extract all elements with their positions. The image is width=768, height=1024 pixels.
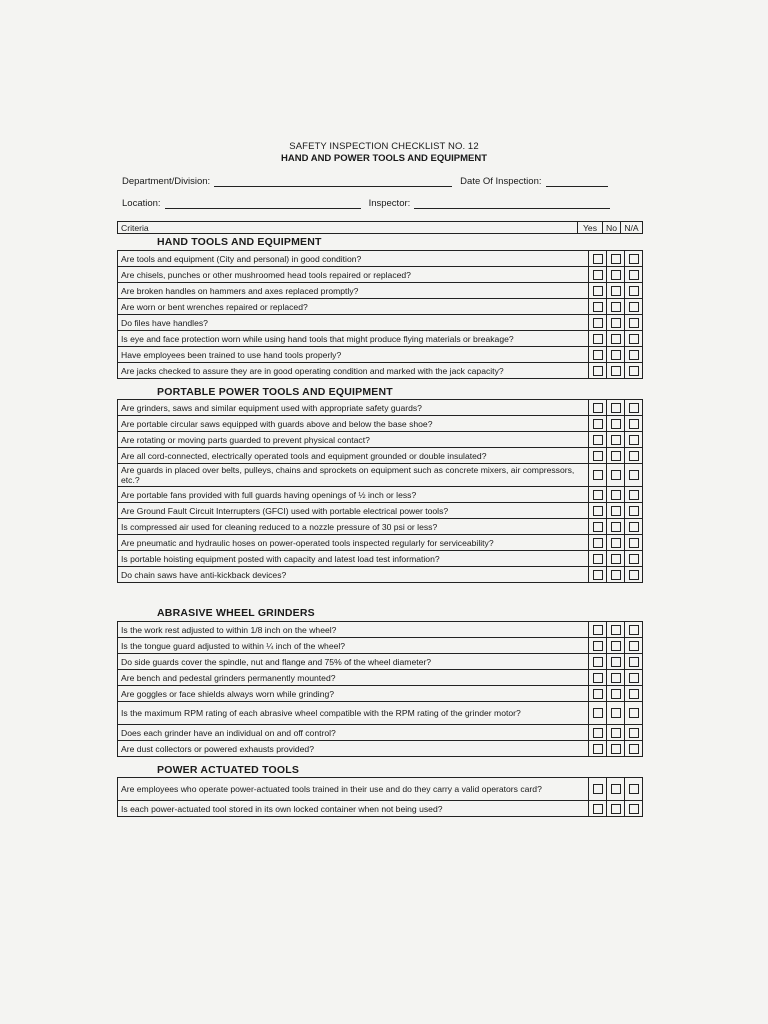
no-checkbox[interactable] — [611, 286, 621, 296]
yes-cell — [589, 432, 607, 448]
yes-cell — [589, 567, 607, 583]
yes-checkbox[interactable] — [593, 728, 603, 738]
no-cell — [607, 347, 625, 363]
no-checkbox[interactable] — [611, 270, 621, 280]
na-checkbox[interactable] — [629, 728, 639, 738]
yes-checkbox[interactable] — [593, 302, 603, 312]
na-checkbox[interactable] — [629, 689, 639, 699]
no-checkbox[interactable] — [611, 350, 621, 360]
yes-checkbox[interactable] — [593, 657, 603, 667]
na-checkbox[interactable] — [629, 506, 639, 516]
table-row — [118, 487, 643, 503]
na-checkbox[interactable] — [629, 403, 639, 413]
na-cell — [625, 741, 643, 757]
no-cell — [607, 686, 625, 702]
na-checkbox[interactable] — [629, 451, 639, 461]
no-cell — [607, 638, 625, 654]
no-checkbox[interactable] — [611, 254, 621, 264]
criteria-text: Are broken handles on hammers and axes replaced promptly? — [118, 283, 589, 299]
location-field[interactable] — [165, 198, 361, 209]
na-checkbox[interactable] — [629, 334, 639, 344]
no-cell — [607, 331, 625, 347]
yes-checkbox[interactable] — [593, 334, 603, 344]
no-checkbox[interactable] — [611, 554, 621, 564]
yes-checkbox[interactable] — [593, 435, 603, 445]
na-checkbox[interactable] — [629, 554, 639, 564]
na-checkbox[interactable] — [629, 570, 639, 580]
table-row — [118, 654, 643, 670]
section-title: HAND TOOLS AND EQUIPMENT — [157, 236, 322, 248]
yes-checkbox[interactable] — [593, 470, 603, 480]
criteria-text: Does each grinder have an individual on and off control? — [118, 725, 589, 741]
no-cell — [607, 487, 625, 503]
table-row — [118, 778, 643, 801]
na-cell — [625, 801, 643, 817]
no-checkbox[interactable] — [611, 506, 621, 516]
no-checkbox[interactable] — [611, 451, 621, 461]
checklist-table — [117, 399, 643, 583]
no-checkbox[interactable] — [611, 625, 621, 635]
table-row — [118, 363, 643, 379]
na-cell — [625, 432, 643, 448]
yes-cell — [589, 251, 607, 267]
na-cell — [625, 347, 643, 363]
no-cell — [607, 622, 625, 638]
na-checkbox[interactable] — [629, 490, 639, 500]
yes-cell — [589, 331, 607, 347]
na-cell — [625, 670, 643, 686]
yes-cell — [589, 519, 607, 535]
yes-cell — [589, 551, 607, 567]
yes-cell — [589, 267, 607, 283]
na-cell — [625, 400, 643, 416]
yes-cell — [589, 448, 607, 464]
criteria-text: Are portable circular saws equipped with guards above and below the base shoe? — [118, 416, 589, 432]
na-checkbox[interactable] — [629, 470, 639, 480]
checklist-title: SAFETY INSPECTION CHECKLIST NO. 12 — [289, 141, 479, 152]
yes-cell — [589, 315, 607, 331]
na-cell — [625, 251, 643, 267]
location-label: Location: — [122, 198, 161, 209]
na-checkbox[interactable] — [629, 673, 639, 683]
na-checkbox[interactable] — [629, 435, 639, 445]
no-checkbox[interactable] — [611, 689, 621, 699]
yes-header: Yes — [578, 222, 603, 234]
table-row — [118, 670, 643, 686]
table-row — [118, 267, 643, 283]
inspector-label: Inspector: — [368, 198, 411, 209]
no-header: No — [603, 222, 621, 234]
criteria-text: Are worn or bent wrenches repaired or replaced? — [118, 299, 589, 315]
no-checkbox[interactable] — [611, 435, 621, 445]
criteria-text: Are grinders, saws and similar equipment used with appropriate safety guards? — [118, 400, 589, 416]
yes-checkbox[interactable] — [593, 350, 603, 360]
na-checkbox[interactable] — [629, 254, 639, 264]
no-cell — [607, 519, 625, 535]
no-cell — [607, 251, 625, 267]
table-row — [118, 448, 643, 464]
no-cell — [607, 315, 625, 331]
table-row — [118, 801, 643, 817]
no-cell — [607, 702, 625, 725]
no-checkbox[interactable] — [611, 744, 621, 754]
criteria-text: Are pneumatic and hydraulic hoses on power-operated tools inspected regularly for serviceability? — [118, 535, 589, 551]
no-cell — [607, 363, 625, 379]
yes-checkbox[interactable] — [593, 490, 603, 500]
criteria-text: Are jacks checked to assure they are in good operating condition and marked with the jack capacity? — [118, 363, 589, 379]
section-title: PORTABLE POWER TOOLS AND EQUIPMENT — [157, 386, 393, 398]
table-row — [118, 416, 643, 432]
yes-checkbox[interactable] — [593, 708, 603, 718]
no-cell — [607, 741, 625, 757]
na-cell — [625, 416, 643, 432]
table-row — [118, 251, 643, 267]
na-checkbox[interactable] — [629, 744, 639, 754]
checklist-table — [117, 250, 643, 379]
column-header — [117, 221, 643, 234]
na-checkbox[interactable] — [629, 522, 639, 532]
no-cell — [607, 503, 625, 519]
no-cell — [607, 400, 625, 416]
no-checkbox[interactable] — [611, 657, 621, 667]
table-row — [118, 725, 643, 741]
yes-cell — [589, 670, 607, 686]
criteria-text: Have employees been trained to use hand tools properly? — [118, 347, 589, 363]
na-checkbox[interactable] — [629, 419, 639, 429]
no-cell — [607, 267, 625, 283]
yes-checkbox[interactable] — [593, 506, 603, 516]
no-cell — [607, 283, 625, 299]
yes-cell — [589, 487, 607, 503]
na-header: N/A — [621, 222, 643, 234]
table-row — [118, 567, 643, 583]
yes-cell — [589, 283, 607, 299]
na-checkbox[interactable] — [629, 804, 639, 814]
criteria-text: Are tools and equipment (City and personal) in good condition? — [118, 251, 589, 267]
table-row — [118, 299, 643, 315]
yes-checkbox[interactable] — [593, 538, 603, 548]
criteria-text: Are goggles or face shields always worn while grinding? — [118, 686, 589, 702]
no-cell — [607, 567, 625, 583]
no-cell — [607, 448, 625, 464]
na-cell — [625, 654, 643, 670]
no-cell — [607, 801, 625, 817]
department-row — [122, 176, 616, 187]
yes-checkbox[interactable] — [593, 254, 603, 264]
yes-checkbox[interactable] — [593, 403, 603, 413]
na-cell — [625, 702, 643, 725]
yes-cell — [589, 535, 607, 551]
na-checkbox[interactable] — [629, 270, 639, 280]
no-checkbox[interactable] — [611, 403, 621, 413]
na-cell — [625, 464, 643, 487]
criteria-text: Is the work rest adjusted to within 1/8 inch on the wheel? — [118, 622, 589, 638]
na-cell — [625, 551, 643, 567]
yes-checkbox[interactable] — [593, 784, 603, 794]
yes-checkbox[interactable] — [593, 366, 603, 376]
no-checkbox[interactable] — [611, 318, 621, 328]
table-row — [118, 464, 643, 487]
criteria-text: Are employees who operate power-actuated tools trained in their use and do they carry a valid operators card? — [118, 778, 589, 801]
no-cell — [607, 464, 625, 487]
na-checkbox[interactable] — [629, 784, 639, 794]
yes-cell — [589, 416, 607, 432]
na-checkbox[interactable] — [629, 641, 639, 651]
na-cell — [625, 448, 643, 464]
no-cell — [607, 654, 625, 670]
na-cell — [625, 315, 643, 331]
no-cell — [607, 299, 625, 315]
location-row — [122, 198, 618, 209]
table-row — [118, 347, 643, 363]
criteria-text: Are rotating or moving parts guarded to prevent physical contact? — [118, 432, 589, 448]
no-cell — [607, 432, 625, 448]
department-field[interactable] — [214, 176, 452, 187]
no-checkbox[interactable] — [611, 522, 621, 532]
yes-checkbox[interactable] — [593, 270, 603, 280]
yes-checkbox[interactable] — [593, 744, 603, 754]
no-checkbox[interactable] — [611, 538, 621, 548]
yes-cell — [589, 741, 607, 757]
yes-checkbox[interactable] — [593, 641, 603, 651]
section-title: POWER ACTUATED TOOLS — [157, 764, 300, 776]
table-row — [118, 315, 643, 331]
no-cell — [607, 535, 625, 551]
yes-checkbox[interactable] — [593, 419, 603, 429]
na-cell — [625, 503, 643, 519]
criteria-header: Criteria — [118, 222, 578, 234]
na-checkbox[interactable] — [629, 625, 639, 635]
table-row — [118, 638, 643, 654]
yes-cell — [589, 686, 607, 702]
na-checkbox[interactable] — [629, 302, 639, 312]
na-cell — [625, 487, 643, 503]
table-row — [118, 741, 643, 757]
yes-checkbox[interactable] — [593, 689, 603, 699]
no-cell — [607, 551, 625, 567]
na-cell — [625, 686, 643, 702]
table-row — [118, 283, 643, 299]
no-checkbox[interactable] — [611, 366, 621, 376]
table-row — [118, 331, 643, 347]
table-row — [118, 432, 643, 448]
table-row — [118, 622, 643, 638]
na-cell — [625, 331, 643, 347]
no-checkbox[interactable] — [611, 470, 621, 480]
no-checkbox[interactable] — [611, 334, 621, 344]
na-cell — [625, 299, 643, 315]
na-checkbox[interactable] — [629, 350, 639, 360]
yes-cell — [589, 778, 607, 801]
na-cell — [625, 267, 643, 283]
criteria-text: Do chain saws have anti-kickback devices? — [118, 567, 589, 583]
yes-checkbox[interactable] — [593, 554, 603, 564]
date-label: Date Of Inspection: — [460, 176, 542, 187]
yes-cell — [589, 299, 607, 315]
no-checkbox[interactable] — [611, 673, 621, 683]
no-checkbox[interactable] — [611, 570, 621, 580]
na-checkbox[interactable] — [629, 318, 639, 328]
na-cell — [625, 283, 643, 299]
yes-cell — [589, 503, 607, 519]
criteria-text: Are all cord-connected, electrically operated tools and equipment grounded or double insulated? — [118, 448, 589, 464]
table-row — [118, 535, 643, 551]
checklist-subtitle: HAND AND POWER TOOLS AND EQUIPMENT — [280, 153, 487, 164]
na-checkbox[interactable] — [629, 538, 639, 548]
na-cell — [625, 622, 643, 638]
no-checkbox[interactable] — [611, 302, 621, 312]
yes-cell — [589, 638, 607, 654]
table-row — [118, 686, 643, 702]
criteria-text: Do side guards cover the spindle, nut and flange and 75% of the wheel diameter? — [118, 654, 589, 670]
criteria-text: Are dust collectors or powered exhausts provided? — [118, 741, 589, 757]
yes-cell — [589, 622, 607, 638]
no-checkbox[interactable] — [611, 804, 621, 814]
yes-checkbox[interactable] — [593, 286, 603, 296]
department-label: Department/Division: — [122, 176, 211, 187]
yes-checkbox[interactable] — [593, 673, 603, 683]
criteria-text: Are chisels, punches or other mushroomed head tools repaired or replaced? — [118, 267, 589, 283]
no-checkbox[interactable] — [611, 708, 621, 718]
table-row — [118, 400, 643, 416]
na-cell — [625, 567, 643, 583]
no-checkbox[interactable] — [611, 728, 621, 738]
table-row — [118, 551, 643, 567]
yes-cell — [589, 801, 607, 817]
checklist-table — [117, 621, 643, 757]
criteria-text: Is the maximum RPM rating of each abrasive wheel compatible with the RPM rating of the grinder motor? — [118, 702, 589, 725]
na-cell — [625, 778, 643, 801]
section-title: ABRASIVE WHEEL GRINDERS — [157, 607, 315, 619]
no-checkbox[interactable] — [611, 641, 621, 651]
yes-cell — [589, 464, 607, 487]
no-checkbox[interactable] — [611, 784, 621, 794]
inspector-field[interactable] — [414, 198, 610, 209]
na-checkbox[interactable] — [629, 657, 639, 667]
no-checkbox[interactable] — [611, 419, 621, 429]
na-checkbox[interactable] — [629, 286, 639, 296]
yes-checkbox[interactable] — [593, 451, 603, 461]
table-row — [118, 702, 643, 725]
criteria-text: Is eye and face protection worn while using hand tools that might produce flying materials or breakage? — [118, 331, 589, 347]
na-checkbox[interactable] — [629, 708, 639, 718]
yes-cell — [589, 400, 607, 416]
yes-checkbox[interactable] — [593, 522, 603, 532]
yes-checkbox[interactable] — [593, 804, 603, 814]
na-cell — [625, 363, 643, 379]
date-field[interactable] — [546, 176, 608, 187]
yes-cell — [589, 654, 607, 670]
yes-cell — [589, 363, 607, 379]
criteria-text: Are portable fans provided with full guards having openings of ½ inch or less? — [118, 487, 589, 503]
na-checkbox[interactable] — [629, 366, 639, 376]
yes-checkbox[interactable] — [593, 318, 603, 328]
checklist-table — [117, 777, 643, 817]
na-cell — [625, 638, 643, 654]
na-cell — [625, 725, 643, 741]
yes-cell — [589, 725, 607, 741]
no-cell — [607, 416, 625, 432]
table-row — [118, 503, 643, 519]
no-cell — [607, 670, 625, 686]
criteria-text: Are bench and pedestal grinders permanently mounted? — [118, 670, 589, 686]
criteria-text: Is portable hoisting equipment posted with capacity and latest load test information? — [118, 551, 589, 567]
na-cell — [625, 535, 643, 551]
yes-checkbox[interactable] — [593, 625, 603, 635]
criteria-text: Are guards in placed over belts, pulleys, chains and sprockets on equipment such as concrete mixers, air compressors, etc.? — [118, 464, 589, 487]
yes-checkbox[interactable] — [593, 570, 603, 580]
criteria-text: Is each power-actuated tool stored in its own locked container when not being used? — [118, 801, 589, 817]
na-cell — [625, 519, 643, 535]
no-cell — [607, 778, 625, 801]
criteria-text: Are Ground Fault Circuit Interrupters (GFCI) used with portable electrical power tools? — [118, 503, 589, 519]
criteria-text: Do files have handles? — [118, 315, 589, 331]
no-cell — [607, 725, 625, 741]
no-checkbox[interactable] — [611, 490, 621, 500]
yes-cell — [589, 702, 607, 725]
table-row — [118, 519, 643, 535]
criteria-text: Is the tongue guard adjusted to within ¼ inch of the wheel? — [118, 638, 589, 654]
yes-cell — [589, 347, 607, 363]
criteria-text: Is compressed air used for cleaning reduced to a nozzle pressure of 30 psi or less? — [118, 519, 589, 535]
